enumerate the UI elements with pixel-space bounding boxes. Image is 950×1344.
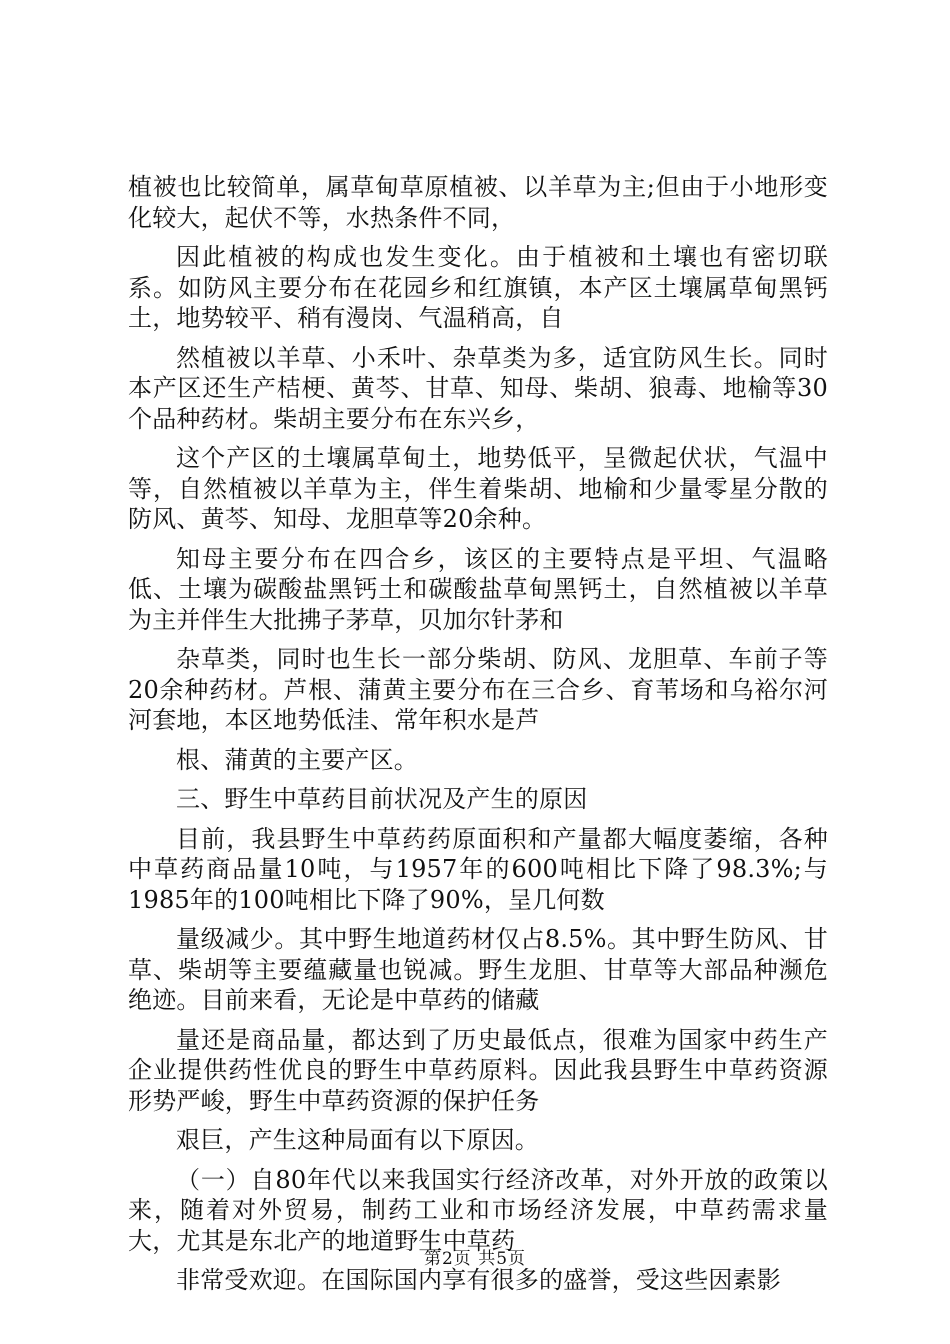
paragraph-12: （一）自80年代以来我国实行经济改革，对外开放的政策以来，随着对外贸易，制药工业和市场经济发展，中草药需求量大，尤其是东北产的地道野生中草药: [128, 1165, 828, 1255]
paragraph-10: 量还是商品量，都达到了历史最低点，很难为国家中药生产企业提供药性优良的野生中草药原料。因此我县野生中草药资源形势严峻，野生中草药资源的保护任务: [128, 1025, 828, 1115]
section-heading: 三、野生中草药目前状况及产生的原因: [176, 785, 588, 813]
paragraph-5: 知母主要分布在四合乡，该区的主要特点是平坦、气温略低、土壤为碳酸盐黑钙土和碳酸盐草甸黑钙土，自然植被以羊草为主并伴生大批拂子茅草，贝加尔针茅和: [128, 544, 828, 634]
paragraph-1: 植被也比较简单，属草甸草原植被、以羊草为主;但由于小地形变化较大，起伏不等，水热条件不同，: [128, 173, 828, 232]
paragraph-13: 非常受欢迎。在国际国内享有很多的盛誉，受这些因素影: [176, 1266, 781, 1294]
paragraph-7: 根、蒲黄的主要产区。: [176, 745, 418, 774]
document-body: [128, 172, 828, 1305]
paragraph-4: 这个产区的土壤属草甸土，地势低平，呈微起伏状，气温中等，自然植被以羊草为主，伴生着柴胡、地榆和少量零星分散的防风、黄芩、知母、龙胆草等20余种。: [128, 444, 828, 533]
paragraph-6: 杂草类，同时也生长一部分柴胡、防风、龙胆草、车前子等20余种药材。芦根、蒲黄主要分布在三合乡、育苇场和乌裕尔河河套地，本区地势低洼、常年积水是芦: [128, 645, 828, 734]
paragraph-11: 艰巨，产生这种局面有以下原因。: [176, 1126, 539, 1154]
paragraph-3: 然植被以羊草、小禾叶、杂草类为多，适宜防风生长。同时本产区还生产桔梗、黄芩、甘草、知母、柴胡、狼毒、地榆等30个品种药材。柴胡主要分布在东兴乡，: [128, 343, 828, 433]
paragraph-2: 因此植被的构成也发生变化。由于植被和土壤也有密切联系。如防风主要分布在花园乡和红旗镇，本产区土壤属草甸黑钙土，地势较平、稍有漫岗、气温稍高，自: [128, 243, 828, 332]
paragraph-9: 量级减少。其中野生地道药材仅占8.5%。其中野生防风、甘草、柴胡等主要蕴藏量也锐减。野生龙胆、甘草等大部品种濒危绝迹。目前来看，无论是中草药的储藏: [128, 925, 828, 1014]
paragraph-8: 目前，我县野生中草药药原面积和产量都大幅度萎缩，各种中草药商品量10吨，与1957年的600吨相比下降了98.3%;与1985年的100吨相比下降了90%，呈几何数: [128, 824, 828, 914]
page-number-footer: 第2页 共5页: [423, 1249, 527, 1269]
